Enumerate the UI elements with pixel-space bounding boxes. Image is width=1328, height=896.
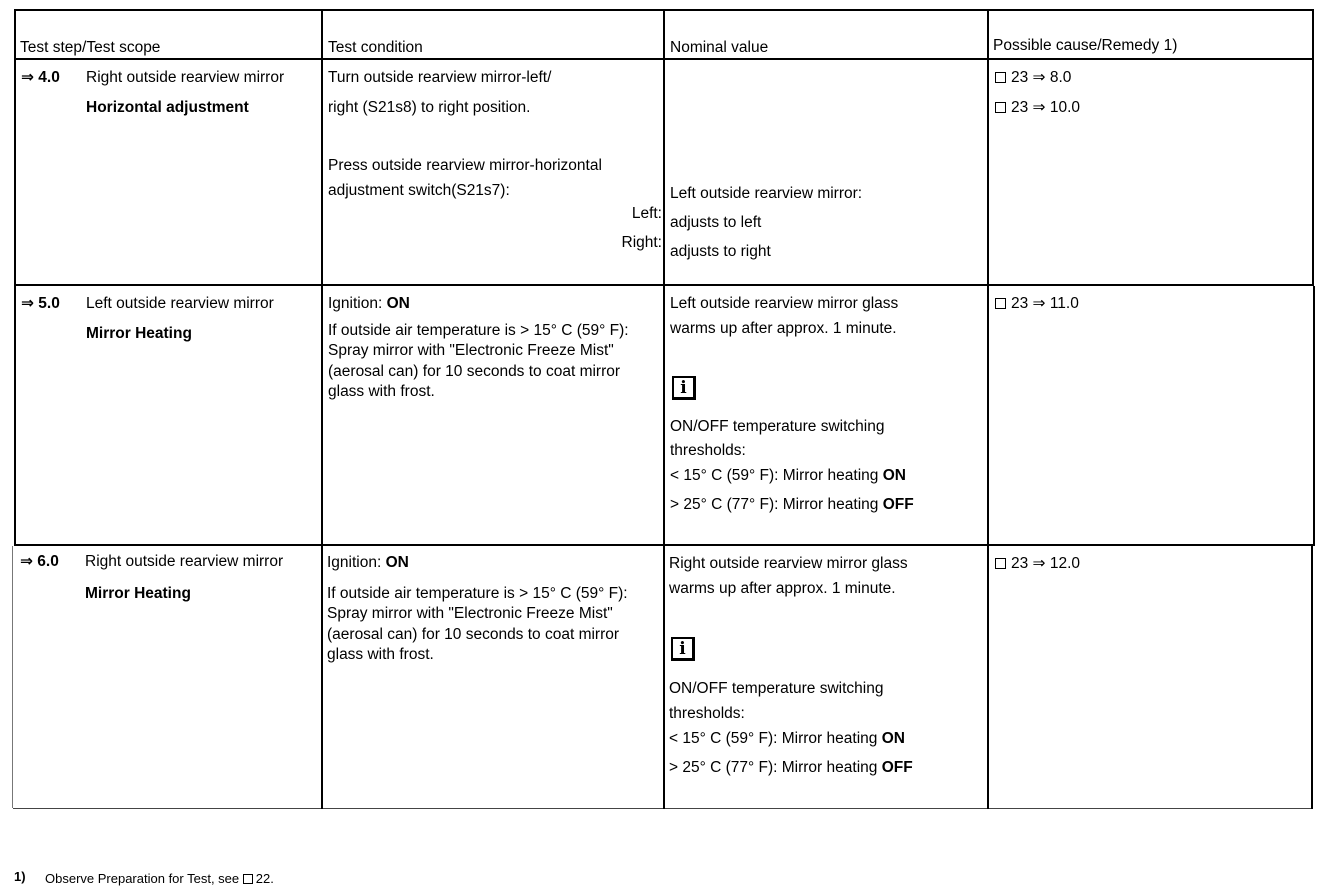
book-reference-icon bbox=[243, 874, 253, 884]
book-reference-icon bbox=[995, 72, 1006, 83]
test-step-number: ⇒ 6.0 bbox=[20, 553, 59, 570]
ignition-condition: Ignition: ON bbox=[327, 554, 409, 571]
ignition-condition: Ignition: ON bbox=[328, 295, 410, 312]
test-condition-text: If outside air temperature is > 15° C (59° F): Spray mirror with "Electronic Freeze Mist" (aerosal can) for 10 seconds to coat mirror glass with frost. bbox=[327, 585, 628, 664]
col-right-border-row3 bbox=[1311, 546, 1313, 809]
nominal-value-line: Left outside rearview mirror: bbox=[670, 185, 863, 202]
header-test-step: Test step/Test scope bbox=[20, 39, 161, 56]
nominal-value-line: adjusts to right bbox=[670, 243, 771, 260]
threshold-high: > 25° C (77° F): Mirror heating OFF bbox=[669, 759, 913, 776]
col2-divider bbox=[663, 9, 665, 809]
test-scope-title: Right outside rearview mirror bbox=[85, 553, 284, 570]
nominal-value-line: Left outside rearview mirror glass bbox=[670, 295, 899, 312]
book-reference-icon bbox=[995, 558, 1006, 569]
test-condition-line: adjustment switch(S21s7): bbox=[328, 182, 510, 199]
remedy-reference[interactable]: 23 ⇒ 8.0 bbox=[995, 70, 1071, 86]
test-condition-line: right (S21s8) to right position. bbox=[328, 99, 531, 116]
test-scope-subtitle: Mirror Heating bbox=[85, 585, 191, 602]
footnote-marker: 1) bbox=[14, 869, 26, 884]
col-right-border bbox=[1312, 9, 1314, 286]
threshold-high: > 25° C (77° F): Mirror heating OFF bbox=[670, 496, 914, 513]
threshold-low: < 15° C (59° F): Mirror heating ON bbox=[670, 467, 906, 484]
threshold-heading: ON/OFF temperature switching bbox=[670, 418, 885, 435]
row2-bottom-border bbox=[15, 544, 1315, 546]
nominal-value-line: warms up after approx. 1 minute. bbox=[670, 320, 897, 337]
book-reference-icon bbox=[995, 102, 1006, 113]
threshold-heading: thresholds: bbox=[670, 442, 746, 459]
remedy-reference[interactable]: 23 ⇒ 11.0 bbox=[995, 296, 1079, 312]
test-condition-text: If outside air temperature is > 15° C (59° F): Spray mirror with "Electronic Freeze Mist" (aerosal can) for 10 seconds to coat mirror glass with frost. bbox=[328, 322, 629, 401]
switch-position-left-label: Left: bbox=[631, 205, 662, 222]
test-step-number: ⇒ 5.0 bbox=[21, 295, 60, 312]
col-left-border bbox=[14, 9, 16, 546]
test-scope-subtitle: Mirror Heating bbox=[86, 325, 192, 342]
test-scope-title: Left outside rearview mirror bbox=[86, 295, 274, 312]
remedy-reference[interactable]: 23 ⇒ 12.0 bbox=[995, 556, 1080, 572]
switch-position-right-label: Right: bbox=[621, 234, 662, 251]
threshold-heading: thresholds: bbox=[669, 705, 745, 722]
threshold-heading: ON/OFF temperature switching bbox=[669, 680, 884, 697]
header-nominal-value: Nominal value bbox=[670, 39, 769, 56]
header-possible-cause: Possible cause/Remedy 1) bbox=[993, 37, 1178, 54]
nominal-value-line: Right outside rearview mirror glass bbox=[669, 555, 908, 572]
test-step-number: ⇒ 4.0 bbox=[21, 69, 60, 86]
test-scope-subtitle: Horizontal adjustment bbox=[86, 99, 249, 116]
col1-divider bbox=[321, 9, 323, 809]
book-reference-icon bbox=[995, 298, 1006, 309]
threshold-low: < 15° C (59° F): Mirror heating ON bbox=[669, 730, 905, 747]
info-icon: i bbox=[672, 376, 696, 400]
header-test-condition: Test condition bbox=[328, 39, 423, 56]
nominal-value-line: warms up after approx. 1 minute. bbox=[669, 580, 896, 597]
nominal-value-line: adjusts to left bbox=[670, 214, 762, 231]
col-left-border-row3 bbox=[12, 546, 13, 808]
test-condition-line: Turn outside rearview mirror-left/ bbox=[328, 69, 552, 86]
col-right-border-row2 bbox=[1313, 286, 1315, 546]
test-scope-title: Right outside rearview mirror bbox=[86, 69, 285, 86]
footnote-text[interactable]: Observe Preparation for Test, see 22. bbox=[45, 871, 274, 886]
col3-divider bbox=[987, 9, 989, 809]
info-icon: i bbox=[671, 637, 695, 661]
test-condition-line: Press outside rearview mirror-horizontal bbox=[328, 157, 602, 174]
remedy-reference[interactable]: 23 ⇒ 10.0 bbox=[995, 100, 1080, 116]
